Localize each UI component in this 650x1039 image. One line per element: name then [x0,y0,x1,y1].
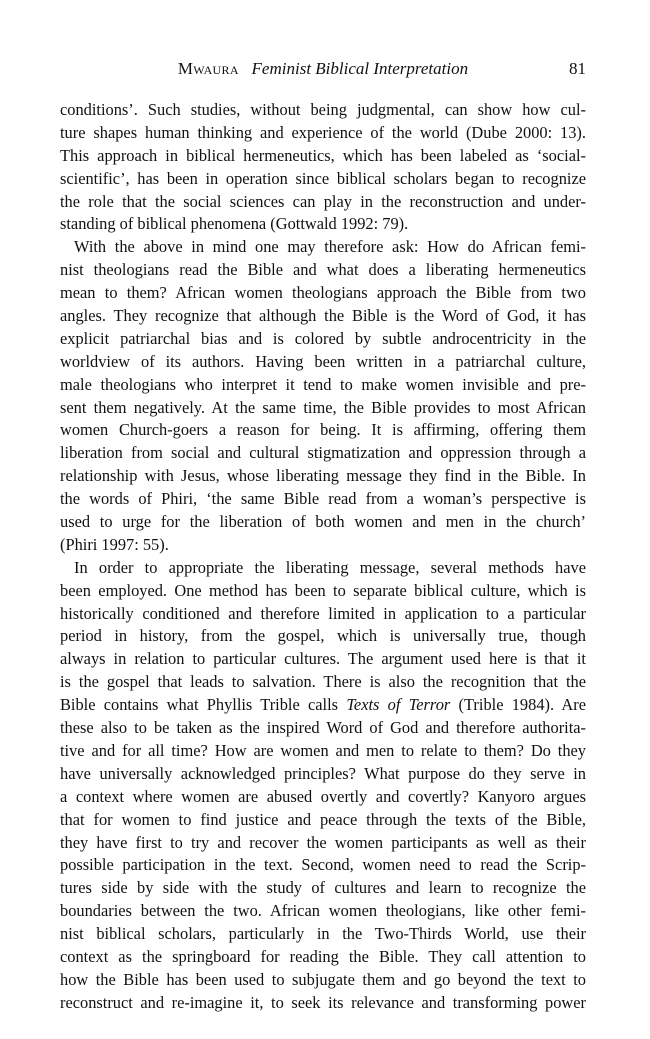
text-line: reconstruct and re-imagine it, to seek its relevance and transforming power [60,992,586,1012]
text-line: have universally acknowledged principles? What purpose do they serve in [60,763,586,783]
text-line: the words of Phiri, ‘the same Bible read from a woman’s perspective is [60,489,586,509]
text-line: that for women to find justice and peace through the texts of the Bible, [60,809,586,829]
text-line: always in relation to particular cultures. The argument used here is that it [60,649,586,669]
text-line: explicit patriarchal bias and is colored by subtle androcentricity in the [60,328,586,348]
text-line: scientific’, has been in operation since biblical scholars began to recognize [60,168,586,188]
text-line: nist biblical scholars, particularly in the Two-Thirds World, use their [60,924,586,944]
text-line: relationship with Jesus, whose liberating message they find in the Bible. In [60,466,586,486]
book-title-italic: Texts of Terror [346,695,451,715]
text-line: (Phiri 1997: 55). [60,534,169,554]
text-line: been employed. One method has been to separate biblical culture, which is [60,580,586,600]
text-line: nist theologians read the Bible and what does a liberating hermeneutics [60,260,586,280]
text-line: angles. They recognize that although the Bible is the Word of God, it has [60,306,586,326]
text-line: boundaries between the two. African women theologians, like other femi- [60,901,586,921]
running-head-author: Mwaura [177,59,239,78]
text-line: context as the springboard for reading the Bible. They call attention to [60,946,586,966]
text-line: male theologians who interpret it tend to make women invisible and pre- [60,374,586,394]
text-line: possible participation in the text. Second, women need to read the Scrip- [60,855,586,875]
text-line-start: Bible contains what Phyllis Trible calls [60,695,347,715]
running-head-title: Feminist Biblical Interpretation [251,59,469,78]
running-head-center [60,56,586,82]
text-line: ture shapes human thinking and experience of the world (Dube 2000: 13). [60,122,586,142]
text-line: they have first to try and recover the women participants as well as their [60,832,586,852]
text-line-with-italic [60,694,586,717]
text-line: liberation from social and cultural stigmatization and oppression through a [60,443,586,463]
text-line: tures side by side with the study of cultures and learn to recognize the [60,878,586,898]
running-head-gap [243,59,247,78]
text-line: a context where women are abused overtly and covertly? Kanyoro argues [60,786,586,806]
text-line: sent them negatively. At the same time, the Bible provides to most African [60,397,586,417]
text-line: is the gospel that leads to salvation. There is also the recognition that the [60,672,586,692]
text-line: With the above in mind one may therefore ask: How do African femi- [74,237,586,257]
text-line: worldview of its authors. Having been written in a patriarchal culture, [60,351,586,371]
text-line: mean to them? African women theologians approach the Bible from two [60,283,586,303]
text-line: period in history, from the gospel, which is universally true, though [60,626,586,646]
text-line: how the Bible has been used to subjugate them and go beyond the text to [60,969,586,989]
text-line: the role that the social sciences can play in the reconstruction and under- [60,191,586,211]
text-line: This approach in biblical hermeneutics, which has been labeled as ‘social- [60,145,586,165]
text-line: tive and for all time? How are women and men to relate to them? Do they [60,740,586,760]
text-line-end: (Trible 1984). Are [450,695,586,715]
text-line: In order to appropriate the liberating message, several methods have [74,557,586,577]
body-text [60,99,586,1015]
text-line: used to urge for the liberation of both women and men in the church’ [60,512,586,532]
text-line: conditions’. Such studies, without being judgmental, can show how cul- [60,100,586,119]
text-line: women Church-goers a reason for being. It is affirming, offering them [60,420,586,440]
text-line: historically conditioned and therefore limited in application to a particular [60,603,586,623]
text-line: these also to be taken as the inspired Word of God and therefore authorita- [60,718,586,738]
running-head [60,56,586,82]
page-number: 81 [569,59,586,78]
text-line: standing of biblical phenomena (Gottwald 1992: 79). [60,214,409,234]
